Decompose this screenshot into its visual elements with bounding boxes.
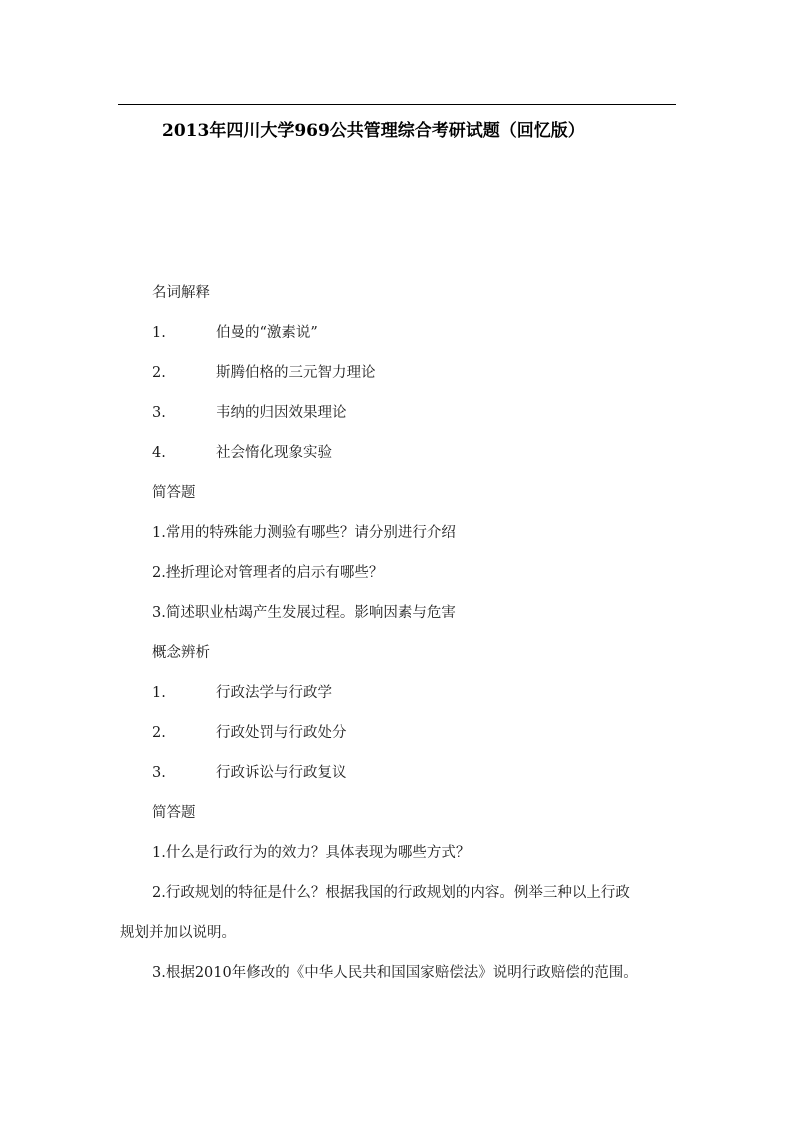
item-number: 4.	[152, 445, 166, 461]
item-number: 2.	[152, 365, 166, 381]
item-text: 行政法学与行政学	[216, 685, 332, 701]
question-line: 2.行政规划的特征是什么？根据我国的行政规划的内容。例举三种以上行政	[152, 885, 630, 901]
document-title: 2013年四川大学969公共管理综合考研试题（回忆版）	[162, 121, 585, 141]
item-text: 行政诉讼与行政复议	[216, 765, 347, 781]
item-text: 行政处罚与行政处分	[216, 725, 347, 741]
question-line: 2.挫折理论对管理者的启示有哪些？	[152, 565, 384, 581]
item-number: 3.	[152, 765, 166, 781]
question-line: 1.常用的特殊能力测验有哪些？请分别进行介绍	[152, 525, 456, 541]
item-text: 社会惰化现象实验	[216, 445, 332, 461]
item-text: 韦纳的归因效果理论	[216, 405, 347, 421]
question-line-continued: 规划并加以说明。	[120, 925, 236, 941]
section-heading: 简答题	[152, 485, 196, 501]
item-text: 斯腾伯格的三元智力理论	[216, 365, 376, 381]
item-number: 1.	[152, 325, 166, 341]
header-rule	[118, 104, 676, 105]
question-line: 3.简述职业枯竭产生发展过程。影响因素与危害	[152, 605, 456, 621]
question-line: 3.根据2010年修改的《中华人民共和国国家赔偿法》说明行政赔偿的范围。	[152, 965, 638, 981]
question-line: 1.什么是行政行为的效力？具体表现为哪些方式？	[152, 845, 471, 861]
section-heading: 概念辨析	[152, 645, 210, 661]
item-number: 2.	[152, 725, 166, 741]
item-number: 3.	[152, 405, 166, 421]
section-heading: 名词解释	[152, 285, 210, 301]
item-number: 1.	[152, 685, 166, 701]
section-heading: 简答题	[152, 805, 196, 821]
item-text: 伯曼的“激素说”	[216, 325, 318, 341]
